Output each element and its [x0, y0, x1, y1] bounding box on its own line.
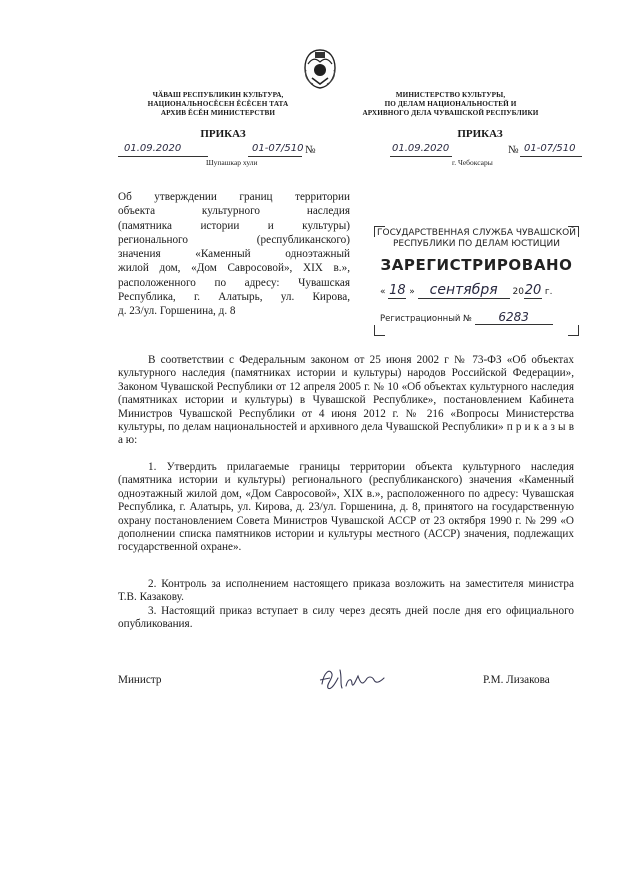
left-number-underline	[248, 156, 302, 157]
stamp-status: ЗАРЕГИСТРИРОВАНО	[380, 256, 573, 274]
right-doc-type: ПРИКАЗ	[457, 128, 503, 140]
right-number-underline	[520, 156, 582, 157]
stamp-agency-line-1: ГОСУДАРСТВЕННАЯ СЛУЖБА ЧУВАШСКОЙ	[377, 228, 576, 238]
right-date-underline	[390, 156, 452, 157]
order-preamble	[118, 354, 574, 448]
subject-line: регионального (республиканского)	[118, 233, 350, 246]
left-date-underline	[118, 156, 208, 157]
order-item-1	[118, 461, 574, 555]
stamp-year-prefix: 20	[512, 287, 524, 297]
chuvash-ministry-line-1: ЧӐВАШ РЕСПУБЛИКИН КУЛЬТУРА,	[152, 91, 284, 99]
preamble-text: В соответствии с Федеральным законом от 25 июня 2002 г № 73-ФЗ «Об объектах культурного наследия (памятниках истории и культуры) народов Российской Федерации», Законом Чувашской Республики от 12 апреля 2005 г. № 10 «Об объектах культурного наследия (памятниках истории и культуры) в Чувашской Республике», постановлением Кабинета Министров Чувашской Республики от 4 июня 2012 г. № 216 «Вопросы Министерства культуры, по делам национальностей и архивного дела Чувашской Республики» п р и к а з ы в а ю:	[118, 354, 574, 447]
order-item-3	[118, 605, 574, 632]
russian-ministry-header	[348, 91, 553, 118]
item-3-text: 3. Настоящий приказ вступает в силу через десять дней после дня его официального опубликования.	[118, 605, 574, 631]
stamp-agency-line-2: РЕСПУБЛИКИ ПО ДЕЛАМ ЮСТИЦИИ	[393, 239, 560, 249]
stamp-number-line	[380, 310, 575, 325]
stamp-year-suffix: 20	[524, 283, 542, 298]
chuvash-ministry-line-3: АРХИВ ĔСĔН МИНИСТЕРСТВИ	[160, 109, 276, 117]
subject-line: расположенного по адресу: Чувашская	[118, 276, 350, 289]
handwritten-signature	[318, 664, 394, 692]
subject-line: Об утверждении границ территории	[118, 191, 350, 203]
left-number-sign: №	[305, 144, 316, 156]
stamp-number: 6283	[475, 310, 553, 325]
russian-ministry-line-1: МИНИСТЕРСТВО КУЛЬТУРЫ,	[395, 91, 506, 99]
order-subject	[118, 190, 350, 319]
chuvash-ministry-header	[118, 91, 318, 118]
right-city: г. Чебоксары	[452, 158, 493, 167]
stamp-agency	[374, 228, 579, 250]
subject-line: значения «Каменный одноэтажный	[118, 248, 350, 261]
stamp-date	[380, 282, 575, 299]
chuvash-ministry-line-2: НАЦИОНАЛЬНОСĔСЕН ĔСĔСЕН ТАТА	[147, 100, 289, 108]
russian-ministry-line-2: ПО ДЕЛАМ НАЦИОНАЛЬНОСТЕЙ И	[384, 100, 517, 108]
stamp-number-label: Регистрационный №	[380, 314, 472, 324]
stamp-year-mark: г.	[544, 287, 553, 297]
signatory-position: Министр	[118, 674, 162, 686]
left-doc-type: ПРИКАЗ	[200, 128, 246, 140]
signatory-name: Р.М. Лизакова	[483, 674, 550, 686]
right-date: 01.09.2020	[392, 143, 450, 154]
subject-line: д. 23/ул. Горшенина, д. 8	[118, 305, 236, 318]
item-2-text: 2. Контроль за исполнением настоящего приказа возложить на заместителя министра Т.В. Казакову.	[118, 578, 574, 604]
subject-line: Республика, г. Алатырь, ул. Кирова,	[118, 291, 350, 304]
stamp-day: 18	[389, 283, 406, 298]
left-number: 01-07/510	[252, 143, 304, 154]
russian-ministry-line-3: АРХИВНОГО ДЕЛА ЧУВАШСКОЙ РЕСПУБЛИКИ	[362, 109, 539, 117]
subject-line: объекта культурного наследия	[118, 205, 350, 218]
right-number-sign: №	[508, 144, 519, 156]
stamp-quote-close: »	[409, 287, 415, 297]
subject-line: жилой дом, «Дом Савросовой», XIX в.»,	[118, 262, 350, 275]
stamp-quote-open: «	[380, 287, 386, 297]
left-date: 01.09.2020	[124, 143, 182, 154]
right-number: 01-07/510	[524, 143, 576, 154]
chuvash-republic-emblem-icon	[300, 48, 340, 90]
subject-line: (памятника истории и культуры)	[118, 219, 350, 232]
order-item-2	[118, 578, 574, 605]
left-city: Шупашкар хули	[206, 158, 258, 167]
item-1-text: 1. Утвердить прилагаемые границы территории объекта культурного наследия (памятника истории и культуры) регионального (республиканского) значения «Каменный одноэтажный жилой дом, «Дом Савросовой», XIX в.», расположенного по адресу: Чувашская Республика, г. Алатырь, ул. Кирова, д. 23/ул. Горшенина, д. 8, принятого на государственную охрану постановлением Совета Министров Чувашской АССР от 23 октября 1990 г. № 299 «О дополнении списка памятников истории и культуры местного (АССР) значения, подлежащих государственной охране».	[118, 461, 574, 554]
registration-stamp	[374, 226, 579, 336]
stamp-month: сентября	[418, 282, 510, 299]
